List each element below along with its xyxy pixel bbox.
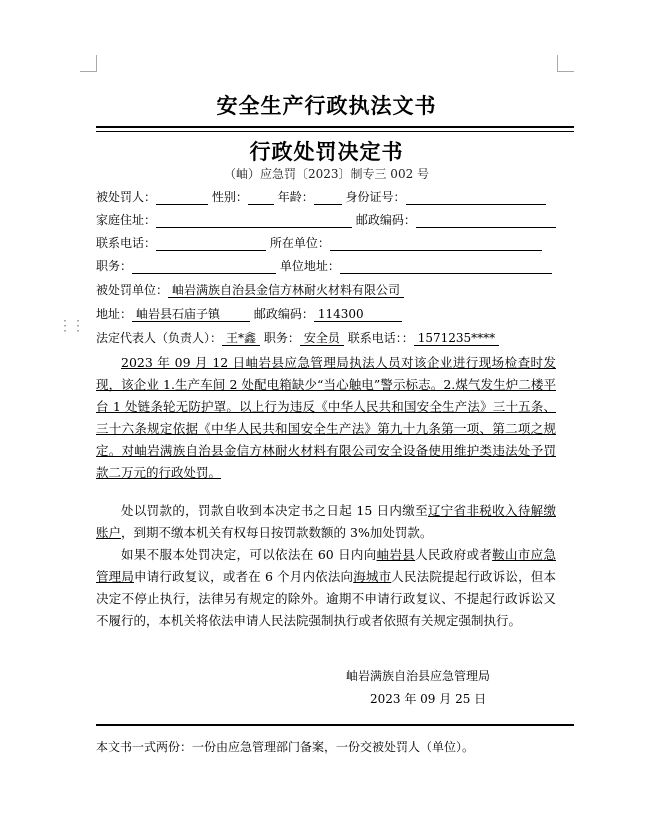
form-row-legal-rep: 法定代表人（负责人）： 王*鑫 职务： 安全员 联系电话：： 1571235****	[96, 330, 499, 346]
form-row-address: 地址： 岫岩县石庙子镇 邮政编码： 114300	[96, 306, 402, 322]
form-row-home: 家庭住址： 邮政编码：	[96, 212, 556, 228]
phone-field[interactable]	[156, 238, 266, 251]
payment-paragraph: 处以罚款的，罚款自收到本决定书之日起 15 日内缴至辽宁省非税收入待解缴账户，到期不缴本机关有权每日按罚款数额的 3%加处罚款。	[96, 503, 556, 540]
contact-phone-field[interactable]: 1571235****	[414, 331, 499, 346]
form-row-position: 职务： 单位地址：	[96, 258, 552, 274]
form-row-unit: 被处罚单位： 岫岩满族自治县金信方林耐火材料有限公司	[96, 282, 404, 298]
age-field[interactable]	[314, 192, 342, 205]
title-divider	[96, 126, 574, 128]
penalized-unit-field[interactable]: 岫岩满族自治县金信方林耐火材料有限公司	[168, 283, 404, 298]
issuing-authority: 岫岩满族自治县应急管理局	[346, 669, 491, 683]
postcode-field[interactable]	[416, 215, 556, 228]
drag-handle-icon[interactable]: ⋮⋮	[58, 318, 84, 334]
id-number-field[interactable]	[406, 192, 546, 205]
penalized-person-field[interactable]	[156, 192, 208, 205]
form-row-phone: 联系电话： 所在单位：	[96, 235, 542, 251]
page-corner-mark	[557, 55, 574, 72]
decision-paragraph: 2023 年 09 月 12 日岫岩县应急管理局执法人员对该企业进行现场检查时发现，该企业 1.生产车间 2 处配电箱缺少“当心触电”警示标志。2.煤气发生炉二楼平台 1 处链条轮无防护罩。以上行为违反《中华人民共和国安全生产法》三十五条、三十六条规定依据《中华人民共和国安全生产法》第九十九条第一项、第二项之规定。对岫岩满族自治县金信方林耐火材料有限公司安全设备使用维护类违法处予罚款二万元的行政处罚。	[96, 355, 556, 480]
unit-address-field[interactable]	[340, 261, 552, 274]
address-field[interactable]: 岫岩县石庙子镇	[132, 307, 250, 322]
title-divider	[96, 131, 574, 132]
legal-rep-field[interactable]: 王*鑫	[222, 331, 260, 346]
form-row-person: 被处罚人： 性别： 年龄： 身份证号：	[96, 189, 546, 205]
work-unit-field[interactable]	[330, 238, 542, 251]
issue-date: 2023 年 09 月 25 日	[370, 692, 487, 706]
document-subtitle: 行政处罚决定书	[249, 139, 404, 164]
gender-field[interactable]	[248, 192, 274, 205]
document-title: 安全生产行政执法文书	[216, 93, 437, 118]
document-number: （岫）应急罚〔2023〕制专三 002 号	[223, 167, 430, 181]
job-field[interactable]: 安全员	[300, 331, 344, 346]
home-address-field[interactable]	[156, 215, 352, 228]
unit-postcode-field[interactable]: 114300	[314, 307, 402, 322]
page-corner-mark	[80, 55, 97, 72]
footer-note: 本文书一式两份：一份由应急管理部门备案，一份交被处罚人（单位）。	[96, 740, 475, 754]
position-field[interactable]	[132, 261, 276, 274]
footer-divider	[96, 724, 574, 726]
appeal-paragraph: 如果不服本处罚决定，可以依法在 60 日内向岫岩县人民政府或者鞍山市应急管理局申请行政复议，或者在 6 个月内依法向海城市人民法院提起行政诉讼，但本决定不停止执行，法律另有规定的除外。逾期不申请行政复议、不提起行政诉讼又不履行的，本机关将依法申请人民法院强制执行或者依照有关规定强制执行。	[96, 547, 556, 628]
